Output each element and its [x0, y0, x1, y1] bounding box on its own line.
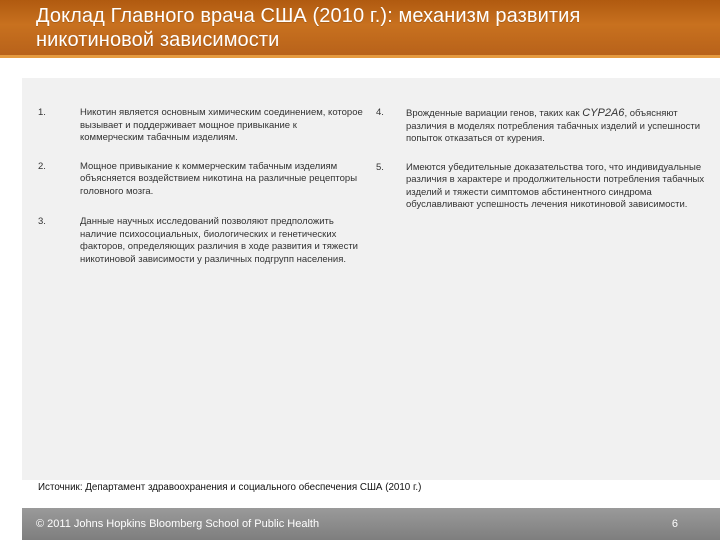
slide-title-line-2: никотиновой зависимости: [36, 29, 280, 51]
slide-header: [0, 0, 720, 58]
list-item-1: [38, 107, 368, 145]
list-item-number: 3.: [38, 216, 46, 227]
list-item-text-after: , объясняют различия в моделях потребления табачных изделий и успешности попыток отказаться от курения.: [406, 108, 701, 144]
page-number: 6: [671, 518, 678, 530]
list-item-number: 4.: [376, 107, 384, 118]
left-column: [38, 107, 368, 266]
list-item-4: [376, 107, 706, 146]
source-note: Источник: Департамент здравоохранения и социального обеспечения США (2010 г.): [38, 482, 422, 493]
copyright-text: © 2011 Johns Hopkins Bloomberg School of Public Health: [36, 518, 320, 530]
list-item-text: Мощное привыкание к коммерческим табачным изделиям объясняется воздействием никотина на различные рецепторы головного мозга.: [80, 160, 358, 197]
list-item-2: [38, 161, 368, 199]
list-item-text: [406, 107, 706, 146]
content-panel: [22, 78, 720, 480]
slide-title-line-1: Доклад Главного врача США (2010 г.): механизм развития: [36, 5, 581, 27]
gene-name: CYP2A6: [582, 107, 625, 119]
list-item-5: [376, 162, 706, 212]
list-item-text: Данные научных исследований позволяют предположить наличие психосоциальных, биологических и генетических факторов, определяющих различия в ходе развития и тяжести никотиновой зависимости у различных подгрупп населения.: [80, 216, 358, 265]
list-item-text: Имеются убедительные доказательства того, что индивидуальные различия в характере и продолжительности потребления табачных изделий и тяжести симптомов абстинентного синдрома обуславливают успешность лечения никотиновой зависимости.: [406, 161, 705, 210]
list-item-number: 5.: [376, 161, 384, 173]
slide-footer: [22, 508, 720, 540]
list-item-text: Никотин является основным химическим соединением, которое вызывает и поддерживает мощное привыкание к коммерческим табачным изделиям.: [80, 107, 363, 143]
list-item-number: 1.: [38, 107, 46, 118]
list-item-text-before: Врожденные вариации генов, таких как: [406, 108, 583, 119]
list-item-3: [38, 216, 368, 266]
list-item-number: 2.: [38, 160, 46, 172]
right-column: [376, 107, 706, 212]
slide-title: [36, 0, 720, 52]
